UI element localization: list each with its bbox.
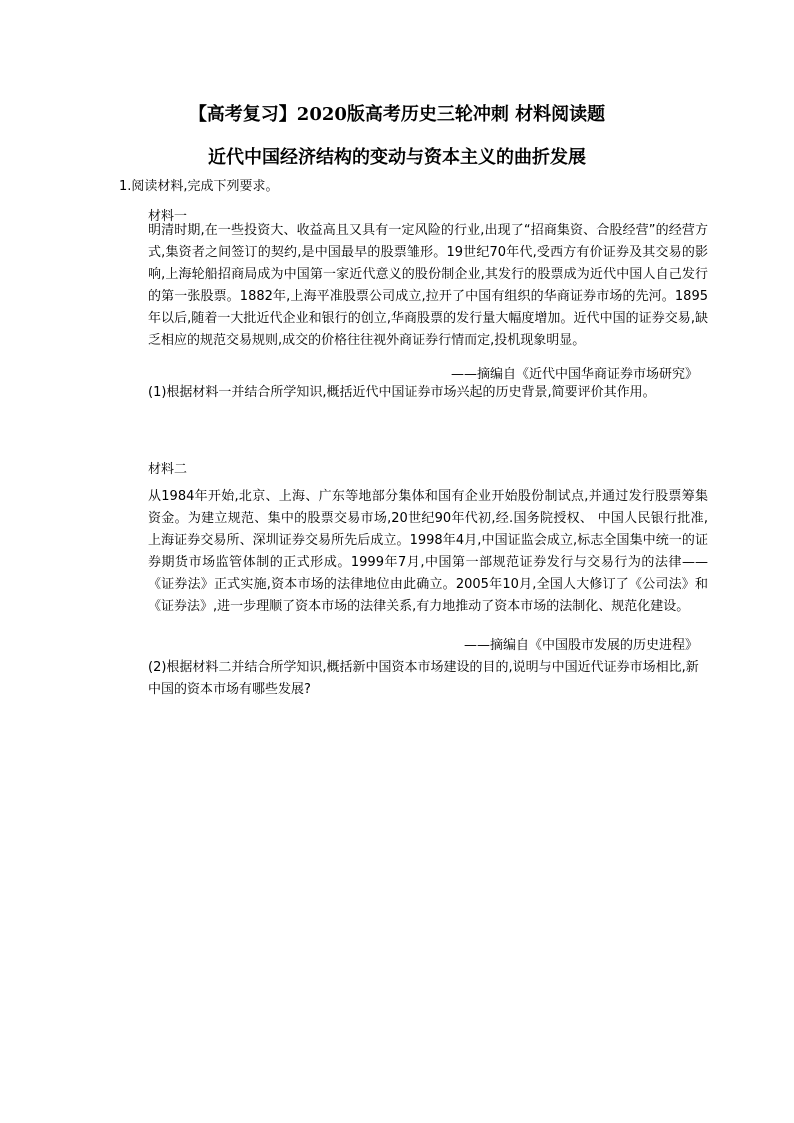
material-2-heading: 材料二 [148, 462, 188, 477]
question-intro: 1.阅读材料,完成下列要求。 [119, 179, 279, 194]
material-1-heading: 材料一 [148, 209, 188, 224]
material-2-text: 从1984年开始,北京、上海、广东等地部分集体和国有企业开始股份制试点,并通过发行股票筹集资金。为建立规范、集中的股票交易市场,20世纪90年代初,经.国务院授权、 中国人民银行批准,上海证券交易所、深圳证券交易所先后成立。1998年4月,中国证监会成立,标志全国集中统一的证券期货市场监管体制的正式形成。1999年7月,中国第一部规范证券发行与交易行为的法律——《证券法》正式实施,资本市场的法律地位由此确立。2005年10月,全国人大修订了《公司法》和《证券法》,进一步理顺了资本市场的法律关系,有力地推动了资本市场的法制化、规范化建设。 [148, 489, 708, 614]
material-1-source: ——摘编自《近代中国华商证券市场研究》 [450, 367, 698, 382]
question-1: (1)根据材料一并结合所学知识,概括近代中国证券市场兴起的历史背景,简要评价其作用。 [148, 385, 656, 400]
question-2: (2)根据材料二并结合所学知识,概括新中国资本市场建设的目的,说明与中国近代证券市场相比,新中国的资本市场有哪些发展? [148, 660, 699, 697]
material-2-source: ——摘编自《中国股市发展的历史进程》 [463, 638, 698, 653]
document-subtitle: 近代中国经济结构的变动与资本主义的曲折发展 [208, 147, 586, 168]
material-1-text: 明清时期,在一些投资大、收益高且又具有一定风险的行业,出现了“招商集资、合股经营”的经营方式,集资者之间签订的契约,是中国最早的股票雏形。19世纪70年代,受西方有价证券及其交易的影响,上海轮船招商局成为中国第一家近代意义的股份制企业,其发行的股票成为近代中国人自己发行的第一张股票。1882年,上海平准股票公司成立,拉开了中国有组织的华商证券市场的先河。1895年以后,随着一大批近代企业和银行的创立,华商股票的发行量大幅度增加。近代中国的证券交易,缺乏相应的规范交易规则,成交的价格往往视外商证券行情而定,投机现象明显。 [148, 223, 708, 348]
document-title: 【高考复习】2020版高考历史三轮冲刺 材料阅读题 [188, 104, 606, 125]
